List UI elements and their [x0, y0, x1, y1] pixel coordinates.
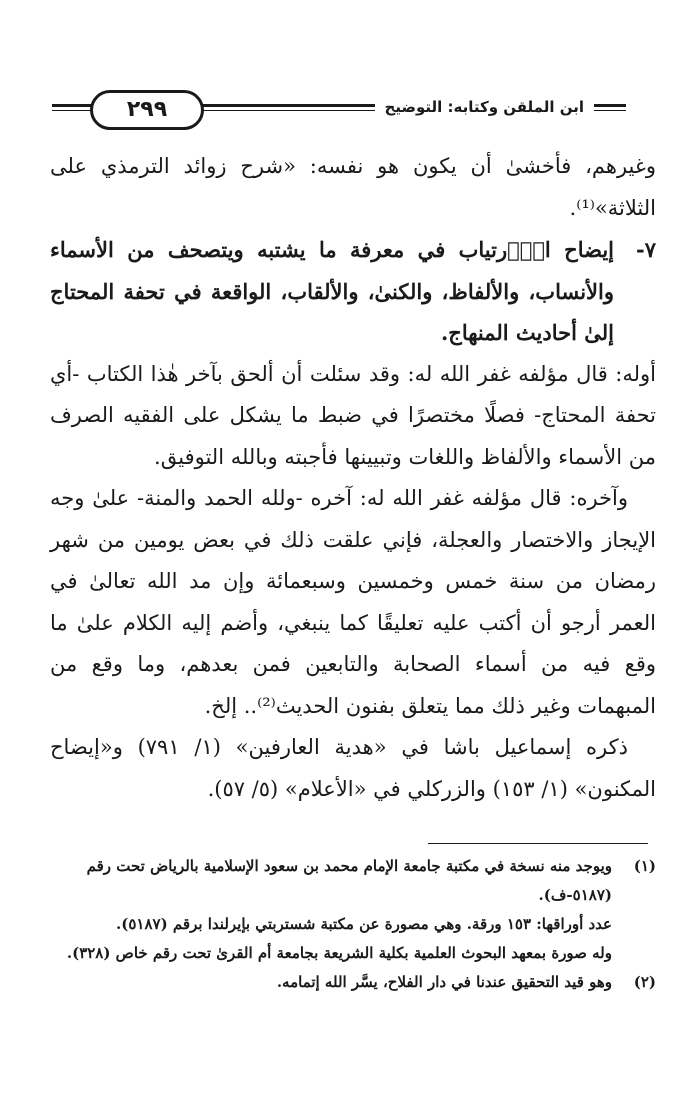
- list-item-number: ٧-: [636, 237, 656, 262]
- footnote-marker: (١): [633, 857, 656, 875]
- paragraph-ending: وآخره: قال مؤلفه غفر الله له: آخره -ولله الحمد والمنة- علىٰ وجه الإيجاز والاختصار والعجلة، فإني علقت ذلك في بعض يومين من شهر رمضان من سنة خمس وخمسين وسبعمائة وإن مد الله تعالىٰ في العمر أرجو أن أكتب عليه تعليقًا كما ينبغي، وأضم إليه الكلام علىٰ ما وقع فيه من أسماء الصحابة والتابعين فمن بعدهم، وما وقع من المبهمات وغير ذلك مما يتعلق بفنون الحديث⁽²⁾.. إلخ.: [50, 486, 656, 718]
- paragraph-continuation: وغيرهم، فأخشىٰ أن يكون هو نفسه: «شرح زوائد الترمذي على الثلاثة»⁽¹⁾.: [50, 154, 656, 220]
- running-title: ابن الملقن وكتابه: التوضيح: [375, 92, 594, 122]
- footnote-separator: [428, 843, 648, 844]
- footnote-1: [56, 852, 656, 968]
- footnote-line: وله صورة بمعهد البحوث العلمية بكلية الشريعة بجامعة أم القرىٰ تحت رقم خاص (٣٢٨).: [66, 944, 612, 962]
- paragraph-references: ذكره إسماعيل باشا في «هدية العارفين» (١/ ٧٩١) و«إيضاح المكنون» (١/ ١٥٣) والزركلي في «الأعلام» (٥/ ٥٧).: [50, 735, 656, 801]
- footnote-marker: (٢): [633, 973, 656, 991]
- list-item-title: إيضاح الاۤرتياب في معرفة ما يشتبه ويتصحف من الأسماء والأنساب، والألفاظ، والكنىٰ، والألقاب، الواقعة في تحفة المحتاج إلىٰ أحاديث المنهاج.: [50, 237, 614, 345]
- footnotes: [56, 852, 656, 997]
- list-item-7: [50, 229, 656, 354]
- paragraph-opening: أوله: قال مؤلفه غفر الله له: وقد سئلت أن ألحق بآخر هٰذا الكتاب -أي تحفة المحتاج- فصلًا مختصرًا في ضبط ما يشكل على الفقيه الصرف من الأسماء والألفاظ واللغات وتبيينها فأجبته وبالله التوفيق.: [50, 361, 656, 469]
- running-header: [52, 92, 626, 132]
- main-text: [50, 146, 656, 810]
- footnote-body: [56, 968, 612, 997]
- footnote-line: وهو قيد التحقيق عندنا في دار الفلاح، يسَّر الله إتمامه.: [276, 973, 612, 991]
- footnote-body: [56, 852, 612, 968]
- page-number: ٢٩٩: [90, 90, 204, 130]
- footnote-line: عدد أوراقها: ١٥٣ ورقة. وهي مصورة عن مكتبة شستربتي بإيرلندا برقم (٥١٨٧).: [116, 915, 612, 933]
- footnote-2: [56, 968, 656, 997]
- footnote-line: ويوجد منه نسخة في مكتبة جامعة الإمام محمد بن سعود الإسلامية بالرياض تحت رقم (٥١٨٧-ف).: [86, 857, 612, 904]
